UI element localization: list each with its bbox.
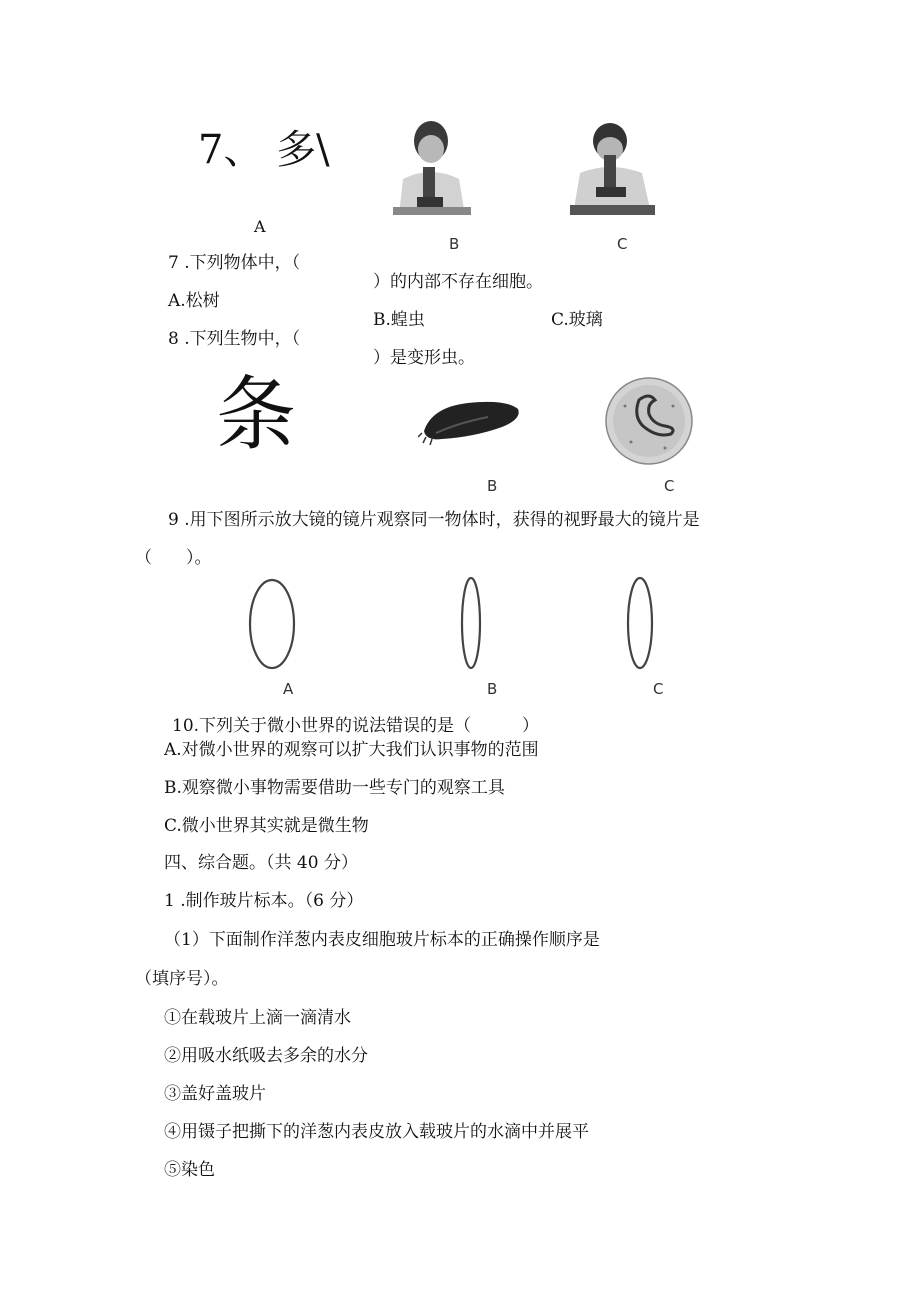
q7-option-a-garbled-image: 7、 多\	[198, 127, 330, 173]
q7-stem-left: 7 .下列物体中，（	[168, 253, 301, 273]
q8-figure-label-b: B	[487, 477, 498, 495]
q8-option-c-image	[603, 376, 695, 466]
q8-option-a-garbled-image: 条	[216, 368, 296, 461]
q10-stem: 10.下列关于微小世界的说法错误的是（ ）	[172, 716, 540, 736]
q10-option-c: C.微小世界其实就是微生物	[164, 816, 369, 836]
q8-figure-label-c: C	[664, 477, 675, 495]
q9-label-c: C	[653, 680, 664, 698]
q7-option-b: B.蝗虫	[373, 310, 425, 330]
q9-label-a: A	[283, 680, 294, 698]
q7-option-a: A.松树	[168, 291, 220, 311]
q7-option-c: C.玻璃	[551, 310, 603, 330]
q7-stem-right: ）的内部不存在细胞。	[373, 272, 543, 292]
section4-q1-sub1: （1）下面制作洋葱内表皮细胞玻片标本的正确操作顺序是	[164, 930, 600, 950]
q7-option-b-photo	[393, 117, 471, 215]
section4-title: 四、综合题。（共 40 分）	[164, 853, 358, 873]
q9-label-b: B	[487, 680, 498, 698]
q8-option-b-image	[418, 393, 524, 445]
section4-step-4: ④用镊子把撕下的洋葱内表皮放入载玻片的水滴中并展平	[164, 1122, 589, 1142]
section4-step-3: ③盖好盖玻片	[164, 1084, 266, 1104]
q8-stem-left: 8 .下列生物中，（	[168, 329, 301, 349]
q8-stem-right: ）是变形虫。	[373, 348, 475, 368]
q9-stem: 9 .用下图所示放大镜的镜片观察同一物体时，获得的视野最大的镜片是	[168, 510, 700, 530]
q9-lens-c	[624, 575, 656, 671]
section4-q1-title: 1 .制作玻片标本。（6 分）	[164, 891, 364, 911]
section4-step-1: ①在载玻片上滴一滴清水	[164, 1008, 351, 1028]
q7-figure-label-c: C	[617, 235, 628, 253]
q7-option-c-photo	[570, 121, 655, 215]
q7-figure-label-a: A	[254, 217, 266, 236]
q9-stem-continued: （ ）。	[135, 548, 212, 568]
q7-figure-label-b: B	[449, 235, 460, 253]
section4-q1-sub1-continued: （填序号）。	[135, 969, 229, 989]
q10-option-a: A.对微小世界的观察可以扩大我们认识事物的范围	[164, 740, 539, 760]
q9-lens-b	[458, 575, 484, 671]
section4-step-5: ⑤染色	[164, 1160, 215, 1180]
q9-lens-a	[246, 577, 298, 671]
section4-step-2: ②用吸水纸吸去多余的水分	[164, 1046, 368, 1066]
q10-option-b: B.观察微小事物需要借助一些专门的观察工具	[164, 778, 505, 798]
